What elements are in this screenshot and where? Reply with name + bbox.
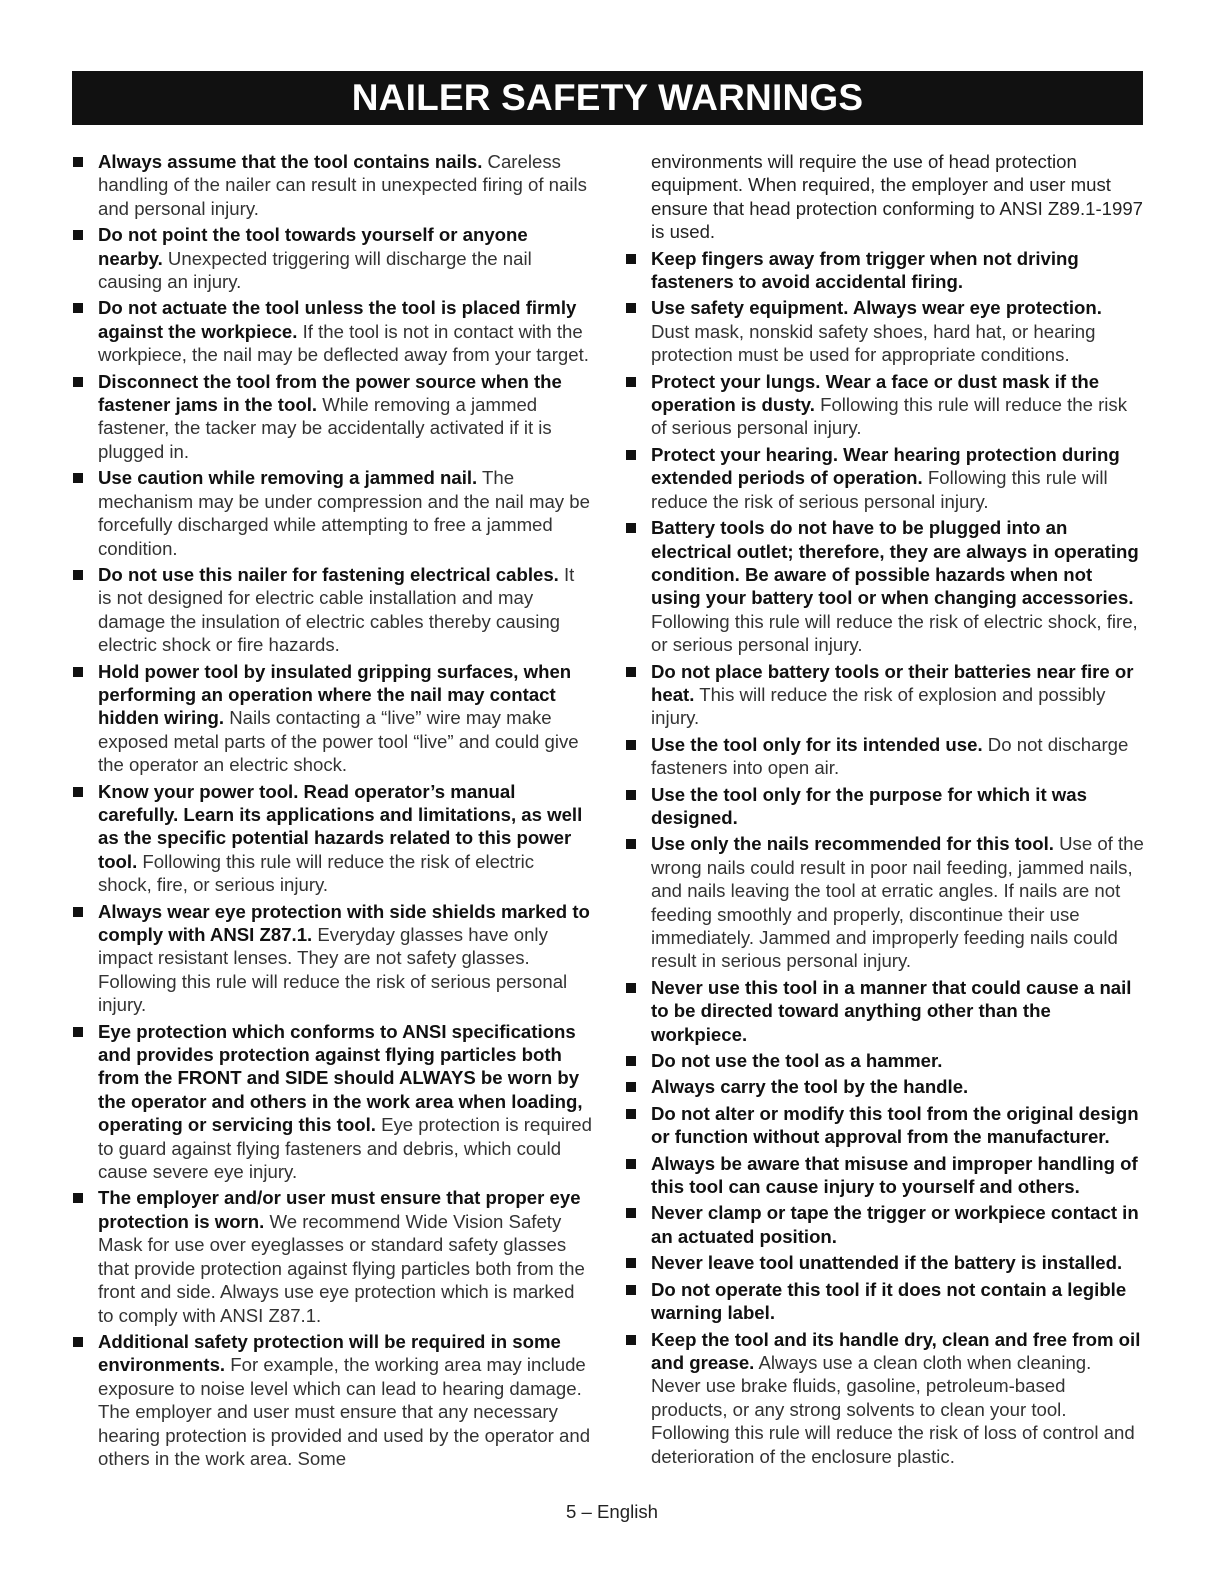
- square-bullet-icon: [626, 740, 636, 750]
- warning-item: [72, 150, 592, 220]
- warning-item: [625, 660, 1145, 730]
- warning-heading: Always be aware that misuse and improper handling of this tool can cause injury to yourself and others.: [651, 1152, 1138, 1198]
- square-bullet-icon: [73, 570, 83, 580]
- warning-text: Following this rule will reduce the risk of serious personal injury.: [651, 394, 1128, 439]
- square-bullet-icon: [626, 1335, 636, 1345]
- warning-heading: Use the tool only for its intended use.: [651, 733, 983, 755]
- warning-item: [72, 780, 592, 897]
- square-bullet-icon: [73, 473, 83, 483]
- warning-heading: Always wear eye protection with side shields marked to comply with ANSI Z87.1.: [98, 900, 590, 945]
- warning-item: [72, 223, 592, 293]
- square-bullet-icon: [626, 790, 636, 800]
- warning-item: [625, 247, 1145, 294]
- warning-item: [625, 783, 1145, 830]
- square-bullet-icon: [626, 1056, 636, 1066]
- warning-item: [625, 1201, 1145, 1248]
- warning-text: It is not designed for electric cable installation and may damage the insulation of electric cables thereby causing electric shock or fire hazards.: [98, 563, 575, 656]
- square-bullet-icon: [626, 1082, 636, 1092]
- title-banner: [72, 71, 1143, 125]
- square-bullet-icon: [73, 157, 83, 167]
- page-title: NAILER SAFETY WARNINGS: [351, 77, 864, 118]
- square-bullet-icon: [73, 1337, 83, 1347]
- square-bullet-icon: [73, 230, 83, 240]
- square-bullet-icon: [626, 1258, 636, 1268]
- square-bullet-icon: [73, 907, 83, 917]
- warning-item: [72, 1330, 592, 1470]
- warning-text: While removing a jammed fastener, the tacker may be accidentally activated if it is plugged in.: [98, 394, 552, 462]
- warning-item: [72, 900, 592, 1017]
- warning-text: Following this rule will reduce the risk of electric shock, fire, or serious injury.: [98, 850, 535, 896]
- warning-item: [625, 1075, 1145, 1098]
- warning-text: Unexpected triggering will discharge the nail causing an injury.: [98, 247, 532, 293]
- warning-text: Careless handling of the nailer can result in unexpected firing of nails and personal injury.: [98, 151, 587, 219]
- square-bullet-icon: [626, 1208, 636, 1218]
- warning-heading: Use safety equipment. Always wear eye protection.: [651, 297, 1102, 319]
- warning-item: [625, 1152, 1145, 1199]
- page-footer: 5 – English: [566, 1501, 658, 1522]
- square-bullet-icon: [626, 303, 636, 313]
- warning-item: [625, 1102, 1145, 1149]
- warning-heading: Protect your hearing. Wear hearing protection during extended periods of operation.: [651, 443, 1120, 489]
- warning-item: [625, 370, 1145, 440]
- warning-heading: Never leave tool unattended if the battery is installed.: [651, 1252, 1123, 1274]
- warning-heading: Protect your lungs. Wear a face or dust mask if the operation is dusty.: [651, 370, 1100, 416]
- warning-text: The mechanism may be under compression and the nail may be forcefully discharged while attempting to free a jammed condition.: [98, 467, 590, 559]
- warning-item: [72, 370, 592, 464]
- warning-item: [625, 976, 1145, 1046]
- warning-text: We recommend Wide Vision Safety Mask for use over eyeglasses or standard safety glasses that provide protection against flying particles both from the front and side. Always use eye protection which is marked to comply with ANSI Z87.1.: [98, 1210, 585, 1326]
- warning-heading: Battery tools do not have to be plugged into an electrical outlet; therefore, they are always in operating condition. Be aware of possible hazards when not using your battery tool or when changing accessories.: [651, 517, 1139, 609]
- warning-text: Use of the wrong nails could result in poor nail feeding, jammed nails, and nails leaving the tool at erratic angles. If nails are not feeding smoothly and properly, discontinue their use immediately. Jammed and improperly feeding nails could result in serious personal injury.: [651, 833, 1144, 972]
- warning-item: [625, 1328, 1145, 1468]
- warning-heading: Always assume that the tool contains nails.: [98, 151, 483, 172]
- square-bullet-icon: [626, 254, 636, 264]
- warning-heading: Keep fingers away from trigger when not driving fasteners to avoid accidental firing.: [651, 247, 1079, 293]
- warning-item: [625, 296, 1145, 366]
- warning-item: [72, 563, 592, 657]
- square-bullet-icon: [73, 1027, 83, 1037]
- warning-item: [72, 296, 592, 366]
- warning-item: [625, 1251, 1145, 1274]
- warning-heading: Do not place battery tools or their batteries near fire or heat.: [651, 660, 1134, 705]
- warning-item: [72, 1186, 592, 1326]
- warning-heading: Do not alter or modify this tool from the original design or function without approval from the manufacturer.: [651, 1102, 1139, 1148]
- warning-text: For example, the working area may include exposure to noise level which can lead to hearing damage. The employer and user must ensure that any necessary hearing protection is provided and used by the operator and others in the work area. Some: [98, 1354, 591, 1469]
- left-column: [72, 150, 592, 1473]
- warning-heading: Know your power tool. Read operator’s manual carefully. Learn its applications and limitations, as well as the specific potential hazards related to this power tool.: [98, 780, 583, 872]
- warning-item: [625, 1278, 1145, 1325]
- warning-heading: Never clamp or tape the trigger or workpiece contact in an actuated position.: [651, 1202, 1139, 1247]
- square-bullet-icon: [73, 787, 83, 797]
- square-bullet-icon: [73, 303, 83, 313]
- square-bullet-icon: [626, 377, 636, 387]
- warning-item: [72, 1020, 592, 1184]
- square-bullet-icon: [73, 377, 83, 387]
- warning-text: Following this rule will reduce the risk of electric shock, fire, or serious personal injury.: [651, 610, 1138, 656]
- warning-text: This will reduce the risk of explosion and possibly injury.: [651, 683, 1106, 729]
- warning-heading: Use only the nails recommended for this tool.: [651, 833, 1054, 855]
- warning-heading: Disconnect the tool from the power source when the fastener jams in the tool.: [98, 370, 562, 416]
- warning-text: Eye protection is required to guard against flying fasteners and debris, which could cause severe eye injury.: [98, 1114, 592, 1183]
- warning-text: If the tool is not in contact with the workpiece, the nail may be deflected away from your target.: [98, 320, 589, 366]
- warning-heading: Do not use the tool as a hammer.: [651, 1050, 943, 1072]
- warning-item: [625, 832, 1145, 972]
- warning-text: Do not discharge fasteners into open air.: [651, 733, 1129, 779]
- square-bullet-icon: [626, 450, 636, 460]
- square-bullet-icon: [73, 1193, 83, 1203]
- warning-heading: Keep the tool and its handle dry, clean and free from oil and grease.: [651, 1328, 1141, 1373]
- warning-text: Nails contacting a “live” wire may make exposed metal parts of the power tool “live” and could give the operator an electric shock.: [98, 707, 579, 776]
- warning-item: [625, 516, 1145, 656]
- square-bullet-icon: [626, 983, 636, 993]
- warning-heading: Always carry the tool by the handle.: [651, 1076, 969, 1098]
- warning-heading: Hold power tool by insulated gripping surfaces, when performing an operation where the nail may contact hidden wiring.: [98, 660, 572, 729]
- right-column: [625, 150, 1145, 1471]
- square-bullet-icon: [626, 523, 636, 533]
- warning-heading: Use the tool only for the purpose for which it was designed.: [651, 783, 1087, 828]
- warning-text: Always use a clean cloth when cleaning. Never use brake fluids, gasoline, petroleum-based products, or any strong solvents to clean your tool. Following this rule will reduce the risk of loss of control and deterioration of the enclosure plastic.: [651, 1351, 1135, 1467]
- square-bullet-icon: [626, 1109, 636, 1119]
- warning-heading: Do not use this nailer for fastening electrical cables.: [98, 563, 559, 585]
- square-bullet-icon: [626, 667, 636, 677]
- warning-text: Following this rule will reduce the risk of serious personal injury.: [651, 467, 1108, 512]
- square-bullet-icon: [626, 1159, 636, 1169]
- square-bullet-icon: [626, 839, 636, 849]
- warning-heading: Never use this tool in a manner that could cause a nail to be directed toward anything other than the workpiece.: [651, 976, 1132, 1045]
- warning-text: Everyday glasses have only impact resistant lenses. They are not safety glasses. Following this rule will reduce the risk of serious personal injury.: [98, 924, 568, 1016]
- warning-item: [625, 1049, 1145, 1072]
- continued-paragraph: environments will require the use of head protection equipment. When required, the employer and user must ensure that head protection conforming to ANSI Z89.1-1997 is used.: [651, 151, 1144, 243]
- warning-text: Dust mask, nonskid safety shoes, hard hat, or hearing protection must be used for appropriate conditions.: [651, 320, 1096, 366]
- left-warning-list: [72, 150, 592, 1470]
- warning-heading: The employer and/or user must ensure that proper eye protection is worn.: [98, 1187, 581, 1232]
- warning-heading: Eye protection which conforms to ANSI specifications and provides protection against flying particles both from the FRONT and SIDE should ALWAYS be worn by the operator and others in the work area when loading, operating or servicing this tool.: [98, 1020, 583, 1136]
- warning-item: [625, 443, 1145, 513]
- warning-heading: Do not operate this tool if it does not contain a legible warning label.: [651, 1278, 1127, 1324]
- warning-heading: Do not actuate the tool unless the tool is placed firmly against the workpiece.: [98, 297, 577, 342]
- warning-item: [625, 733, 1145, 780]
- warning-item: [72, 466, 592, 560]
- square-bullet-icon: [73, 667, 83, 677]
- warning-heading: Use caution while removing a jammed nail.: [98, 467, 478, 489]
- square-bullet-icon: [626, 1285, 636, 1295]
- warning-item: [72, 660, 592, 777]
- warning-heading: Do not point the tool towards yourself or anyone nearby.: [98, 224, 528, 269]
- warning-heading: Additional safety protection will be required in some environments.: [98, 1330, 561, 1376]
- right-warning-list: [625, 247, 1145, 1468]
